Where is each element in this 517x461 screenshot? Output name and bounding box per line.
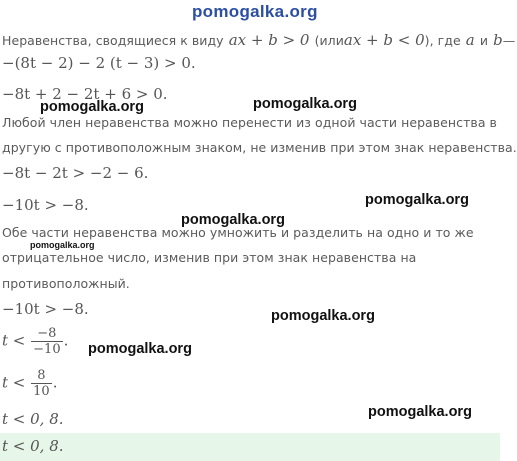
step-expanded: −8t + 2 − 2t + 6 > 0.: [2, 85, 168, 103]
form-ax-b-lt: ax + b < 0: [343, 31, 425, 49]
rule-multiply-line2: отрицательное число, изменив при этом знак неравенства на: [2, 250, 417, 265]
step-simplified-end: .: [52, 373, 58, 392]
var-a: a: [465, 31, 475, 49]
rule-multiply-line1: Обе части неравенства можно умножить и разделить на одно и то же: [2, 225, 474, 240]
step-repeat: −10t > −8.: [2, 300, 89, 318]
watermark: pomogalka.org: [365, 192, 469, 208]
fraction-neg-denominator: −10: [33, 342, 61, 357]
final-answer: [2, 437, 64, 455]
fraction-pos-numerator: 8: [37, 368, 46, 383]
site-header: pomogalka.org: [192, 2, 318, 21]
rule-multiply-line3: противоположный.: [2, 276, 130, 291]
step-divided-lhs: t <: [2, 331, 26, 350]
intro-text-where: ), где: [424, 33, 461, 48]
step-combined: −10t > −8.: [2, 196, 89, 214]
fraction-pos: [31, 368, 52, 399]
watermark: pomogalka.org: [181, 212, 285, 228]
intro-text-or: (или: [314, 33, 344, 48]
final-answer-text: t < 0, 8.: [2, 437, 64, 455]
watermark: pomogalka.org: [271, 308, 375, 324]
step-simplified-lhs: t <: [2, 373, 26, 392]
step-divided-end: .: [63, 331, 69, 350]
watermark: pomogalka.org: [368, 404, 472, 420]
step-transferred: −8t − 2t > −2 − 6.: [2, 164, 149, 182]
intro-dash: —: [502, 33, 516, 48]
watermark: pomogalka.org: [88, 341, 192, 357]
watermark: pomogalka.org: [253, 96, 357, 112]
fraction-neg-numerator: −8: [37, 326, 57, 341]
form-ax-b-gt: ax + b > 0: [228, 31, 310, 49]
step-decimal-text: t < 0, 8.: [2, 410, 64, 428]
fraction-pos-denominator: 10: [33, 384, 50, 399]
fraction-neg: [31, 326, 62, 357]
intro-line: [2, 30, 515, 49]
rule-transfer-line1: Любой член неравенства можно перенести из одной части неравенства в: [2, 115, 497, 130]
step-simplified-sign: [2, 368, 57, 399]
answer-highlight: [0, 433, 500, 461]
step-original-inequality: −(8t − 2) − 2 (t − 3) > 0.: [2, 54, 196, 72]
intro-and: и: [479, 33, 489, 48]
step-decimal: [2, 410, 64, 428]
rule-transfer-line2: другую с противоположным знаком, не изменив при этом знак неравенства.: [2, 140, 517, 155]
watermark: pomogalka.org: [40, 99, 144, 115]
intro-text: Неравенства, сводящиеся к виду: [2, 33, 224, 48]
watermark-small: pomogalka.org: [30, 240, 95, 250]
var-b: b: [493, 31, 503, 49]
step-divided: [2, 326, 68, 357]
